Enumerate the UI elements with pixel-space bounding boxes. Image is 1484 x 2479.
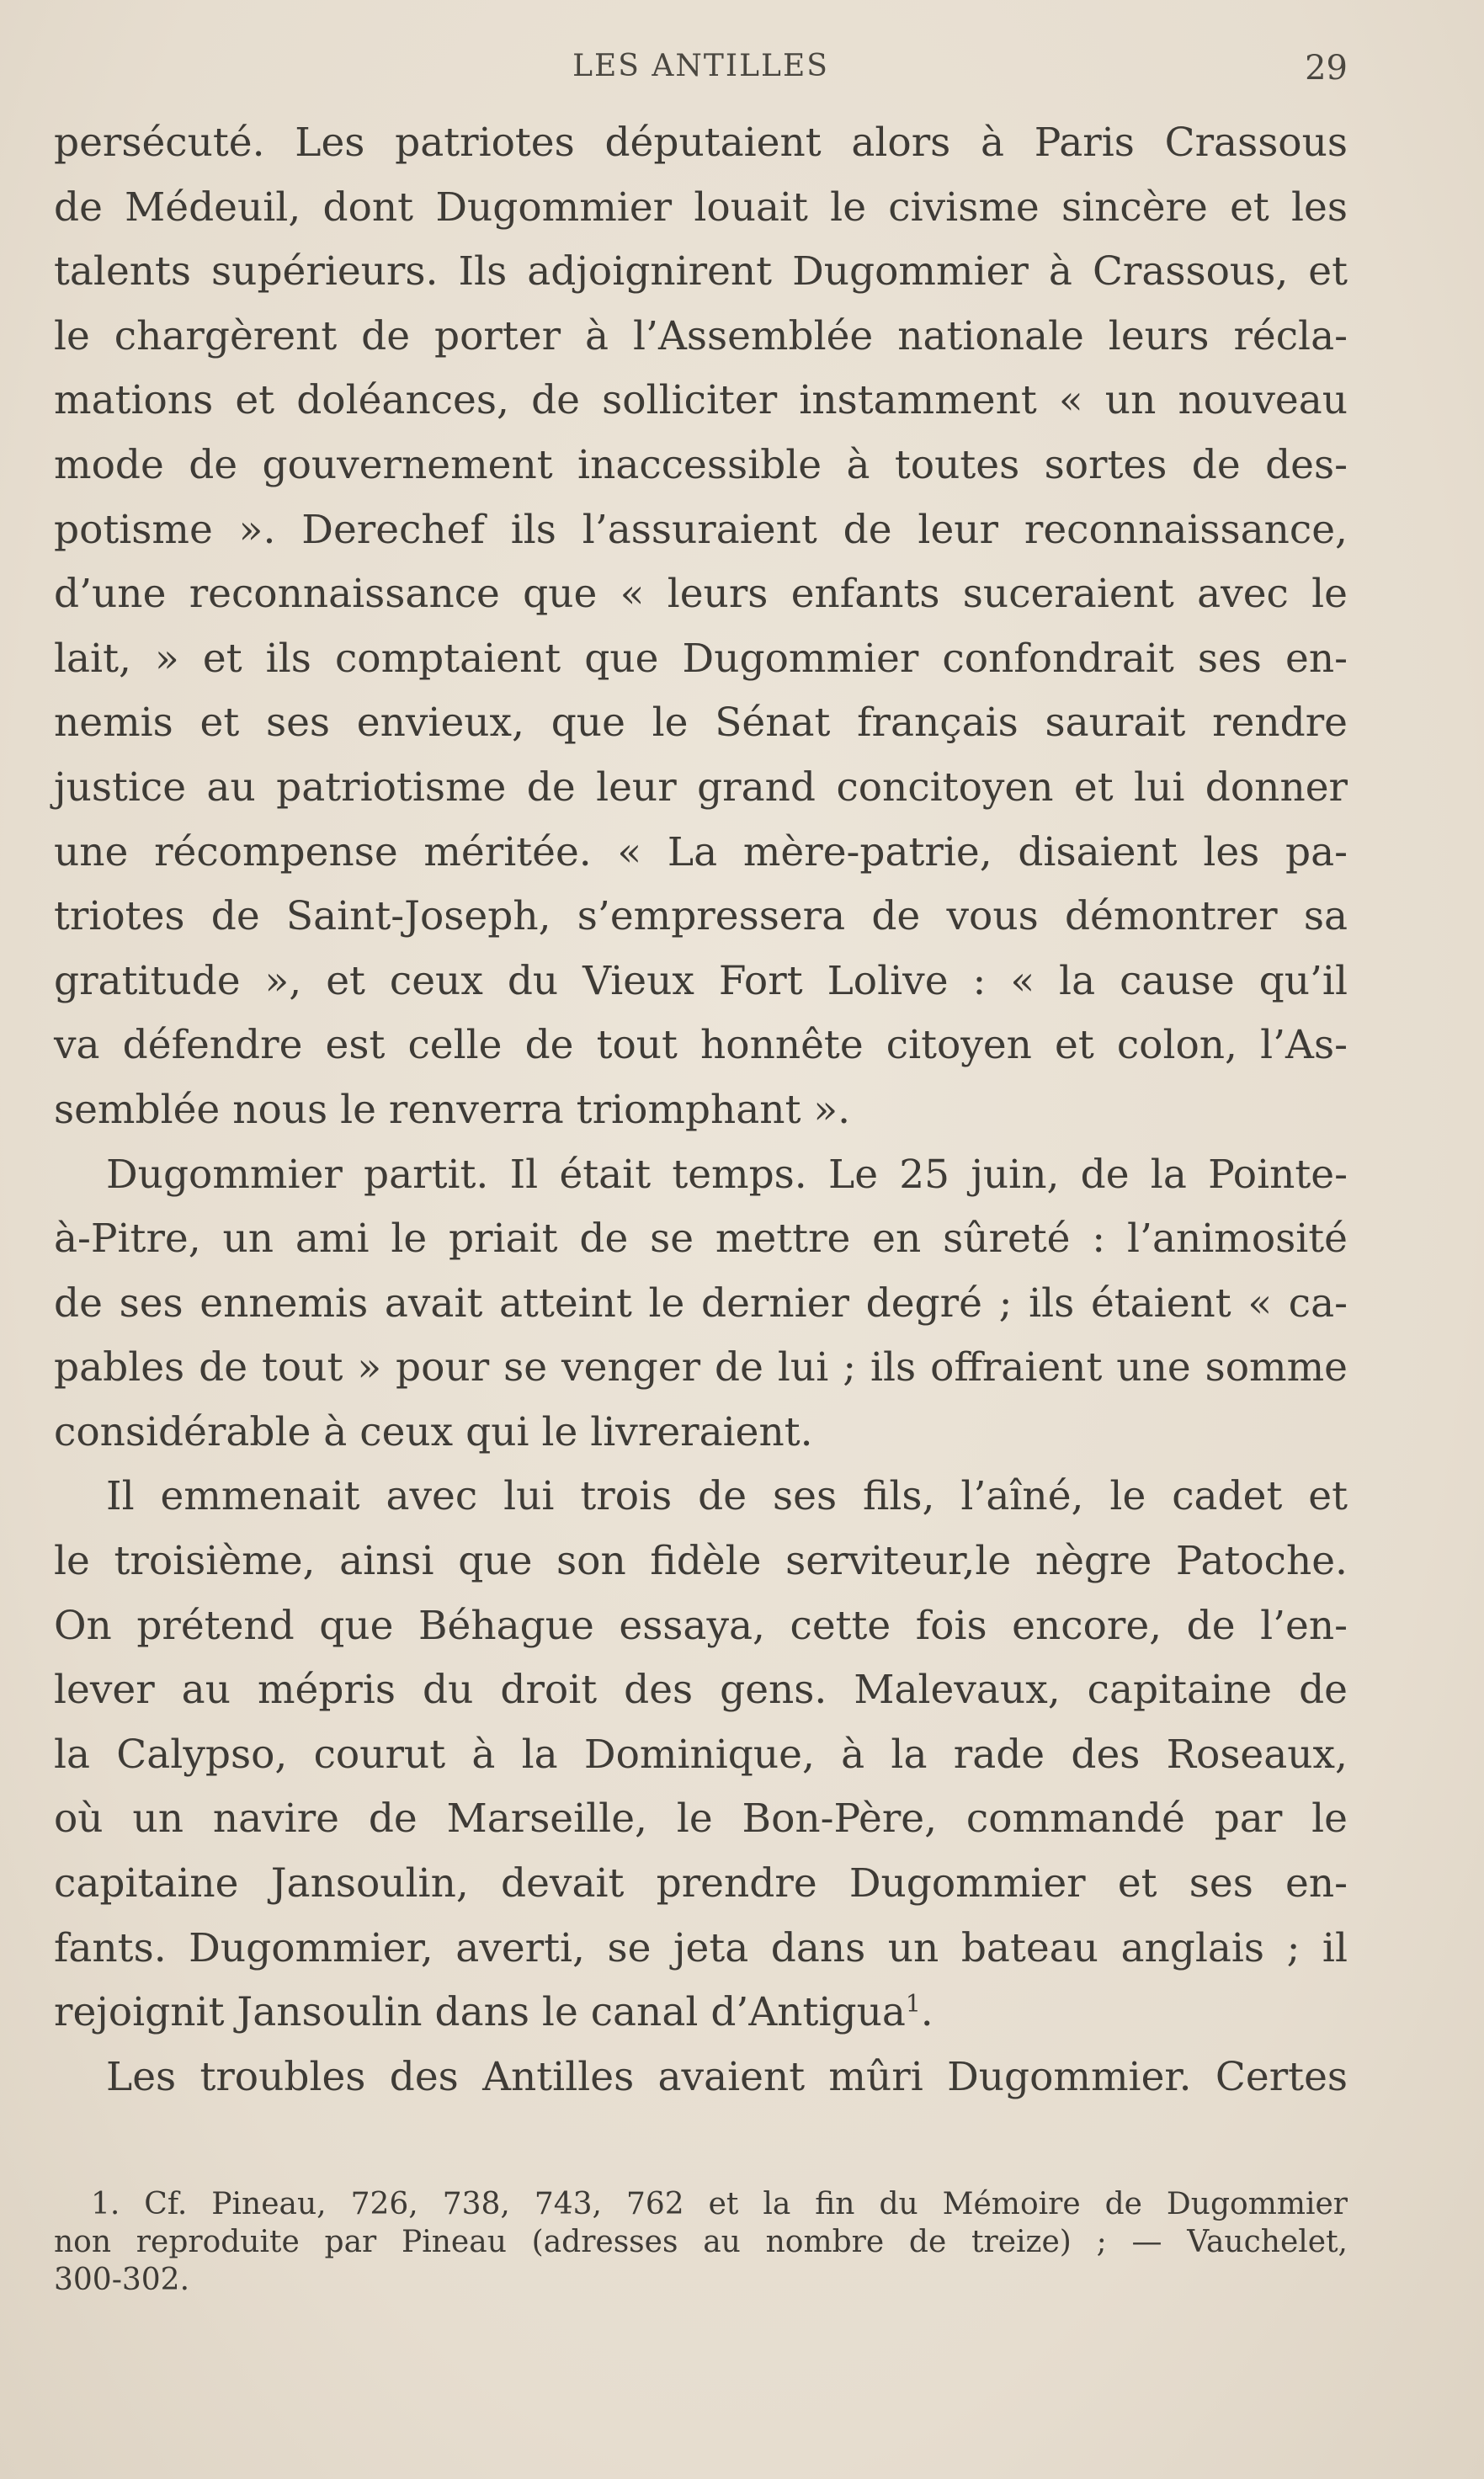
text-line: le troisième, ainsi que son fidèle serviteur,le nègre Patoche. bbox=[54, 1538, 1348, 1585]
footnote-reference[interactable]: 1 bbox=[905, 1989, 921, 2018]
text-line: va défendre est celle de tout honnête citoyen et colon, l’As- bbox=[54, 1022, 1348, 1069]
text-line: Les troubles des Antilles avaient mûri Dugommier. Certes bbox=[106, 2053, 1348, 2100]
footnote-line: non reproduite par Pineau (adresses au nombre de treize) ; — Vauchelet, bbox=[54, 2225, 1348, 2259]
text-line: la Calypso, courut à la Dominique, à la rade des Roseaux, bbox=[54, 1731, 1348, 1778]
text-line: potisme ». Derechef ils l’assuraient de leur reconnaissance, bbox=[54, 506, 1348, 553]
text-line: de ses ennemis avait atteint le dernier degré ; ils étaient « ca- bbox=[54, 1279, 1348, 1327]
running-title: LES ANTILLES bbox=[572, 49, 829, 83]
page-header bbox=[54, 49, 1348, 91]
page-number: 29 bbox=[1305, 49, 1348, 88]
footnote-line: 300-302. bbox=[54, 2263, 190, 2297]
text-line: lait, » et ils comptaient que Dugommier confondrait ses en- bbox=[54, 635, 1348, 682]
body-text bbox=[54, 111, 1348, 2109]
text-line: le chargèrent de porter à l’Assemblée nationale leurs récla- bbox=[54, 312, 1348, 359]
text-line: mode de gouvernement inaccessible à toutes sortes de des- bbox=[54, 441, 1348, 488]
text-line: lever au mépris du droit des gens. Malevaux, capitaine de bbox=[54, 1667, 1348, 1714]
text-line: Il emmenait avec lui trois de ses fils, l’aîné, le cadet et bbox=[106, 1473, 1348, 1520]
footnotes bbox=[54, 2185, 1348, 2299]
text-line: semblée nous le renverra triomphant ». bbox=[54, 1086, 851, 1133]
footnote-line: 1. Cf. Pineau, 726, 738, 743, 762 et la fin du Mémoire de Dugommier bbox=[91, 2187, 1348, 2221]
text-line: considérable à ceux qui le livreraient. bbox=[54, 1408, 813, 1455]
text-line: nemis et ses envieux, que le Sénat français saurait rendre bbox=[54, 700, 1348, 747]
text-line: fants. Dugommier, averti, se jeta dans un bateau anglais ; il bbox=[54, 1924, 1348, 1971]
text-line: une récompense méritée. « La mère-patrie, disaient les pa- bbox=[54, 828, 1348, 875]
text-line: persécuté. Les patriotes députaient alors à Paris Crassous bbox=[54, 120, 1348, 166]
text-line: talents supérieurs. Ils adjoignirent Dugommier à Crassous, et bbox=[54, 248, 1348, 295]
text-line: pables de tout » pour se venger de lui ; ils offraient une somme bbox=[54, 1344, 1348, 1391]
text-line: d’une reconnaissance que « leurs enfants suceraient avec le bbox=[54, 571, 1348, 618]
text-line: capitaine Jansoulin, devait prendre Dugommier et ses en- bbox=[54, 1860, 1348, 1907]
text-line: triotes de Saint-Joseph, s’empressera de vous démontrer sa bbox=[54, 893, 1348, 940]
text-line-with-footnote bbox=[54, 1981, 1348, 2045]
text-line: justice au patriotisme de leur grand concitoyen et lui donner bbox=[54, 763, 1348, 811]
text-line: de Médeuil, dont Dugommier louait le civisme sincère et les bbox=[54, 184, 1348, 231]
line-end-punctuation: . bbox=[920, 1989, 933, 2036]
text-line-content: rejoignit Jansoulin dans le canal d’Antigua bbox=[54, 1989, 906, 2036]
text-line: On prétend que Béhague essaya, cette fois encore, de l’en- bbox=[54, 1602, 1348, 1649]
text-line: Dugommier partit. Il était temps. Le 25 juin, de la Pointe- bbox=[106, 1151, 1348, 1198]
text-line: à-Pitre, un ami le priait de se mettre en sûreté : l’animosité bbox=[54, 1216, 1348, 1263]
text-line: où un navire de Marseille, le Bon-Père, commandé par le bbox=[54, 1795, 1348, 1843]
text-line: gratitude », et ceux du Vieux Fort Lolive : « la cause qu’il bbox=[54, 957, 1348, 1004]
text-line: mations et doléances, de solliciter instamment « un nouveau bbox=[54, 377, 1348, 424]
